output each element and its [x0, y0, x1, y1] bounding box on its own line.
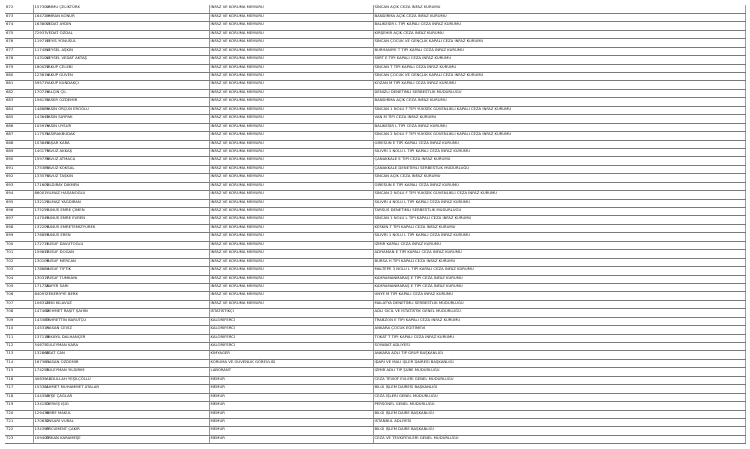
full-name-cell: YAŞAR KARA — [45, 140, 209, 148]
job-title-cell: İNFAZ VE KORUMA MEMURU — [209, 267, 373, 275]
full-name-cell: FAHRETTİN BARUTÇU — [45, 317, 209, 325]
full-name-cell: ENSARİ VURAL — [45, 418, 209, 426]
job-title-cell: İNFAZ VE KORUMA MEMURU — [209, 5, 373, 13]
full-name-cell: VEDAT ÖZDAL — [45, 30, 209, 38]
sicil-number-cell: 130317 — [33, 275, 45, 283]
job-title-cell: MEMUR — [209, 435, 373, 443]
sicil-number-cell: 147049 — [33, 216, 45, 224]
row-number-cell: 704 — [5, 275, 33, 283]
job-title-cell: İNFAZ VE KORUMA MEMURU — [209, 39, 373, 47]
full-name-cell: HASAN ÖZDEMİR — [45, 359, 209, 367]
full-name-cell: YASİN SAYPAK — [45, 115, 209, 123]
sicil-number-cell: 170716 — [33, 89, 45, 97]
personnel-table — [5, 5, 746, 444]
full-name-cell: YAKUP KUNDAKÇI — [45, 81, 209, 89]
job-title-cell: İNFAZ VE KORUMA MEMURU — [209, 165, 373, 173]
row-number-cell: 685 — [5, 115, 33, 123]
unit-cell: BALIKESİR L TİPİ CEZA İNFAZ KURUMU — [373, 123, 745, 131]
row-number-cell: 682 — [5, 89, 33, 97]
job-title-cell: İNFAZ VE KORUMA MEMURU — [209, 140, 373, 148]
sicil-number-cell: 103846 — [33, 140, 45, 148]
unit-cell: İZMİR ADLİ TIP ŞUBE MÜDÜRLÜĞÜ — [373, 368, 745, 376]
row-number-cell: 687 — [5, 132, 33, 140]
table-row — [5, 368, 745, 376]
job-title-cell: İNFAZ VE KORUMA MEMURU — [209, 208, 373, 216]
full-name-cell: ABDULLAH YEŞİLÇÖLLÜ — [45, 376, 209, 384]
full-name-cell: VEYİS YONUSUL — [45, 39, 209, 47]
sicil-number-cell: 123614 — [33, 73, 45, 81]
full-name-cell: EMRE MAKUL — [45, 410, 209, 418]
full-name-cell: YUSUF DOĞAN — [45, 250, 209, 258]
unit-cell: MALATYA DENETİMLİ SERBESTLİK MÜDÜRLÜĞÜ — [373, 300, 745, 308]
sicil-number-cell: 109403 — [33, 435, 45, 443]
row-number-cell: 677 — [5, 47, 33, 55]
full-name-cell: SÜLEYMAN KARA — [45, 343, 209, 351]
job-title-cell: KALORİFERCİ — [209, 334, 373, 342]
sicil-number-cell: 137115 — [33, 334, 45, 342]
sicil-number-cell: 143387 — [33, 317, 45, 325]
row-number-cell: 678 — [5, 56, 33, 64]
unit-cell: KAHRAMANMARAŞ E TİPİ CEZA İNFAZ KURUMU — [373, 283, 745, 291]
unit-cell: ÇANAKKALE DENETİMLİ SERBESTLİK MÜDÜRLÜĞÜ — [373, 165, 745, 173]
sicil-number-cell: 143642 — [33, 115, 45, 123]
table-row — [5, 435, 745, 443]
sicil-number-cell: 117450 — [33, 47, 45, 55]
sicil-number-cell: 175380 — [33, 165, 45, 173]
sicil-number-cell: 132206 — [33, 224, 45, 232]
full-name-cell: DERVİŞ IŞIĞ — [45, 402, 209, 410]
full-name-cell: YUSUF TİFTİK — [45, 267, 209, 275]
unit-cell: GİRESUN E TİPİ KAPALI CEZA İNFAZ KURUMU — [373, 140, 745, 148]
sicil-number-cell: 132868 — [33, 351, 45, 359]
unit-cell: BALIKESİR L TİPİ KAPALI CEZA İNFAZ KURUMU — [373, 22, 745, 30]
sicil-number-cell: 170632 — [33, 418, 45, 426]
row-number-cell: 722 — [5, 427, 33, 435]
personnel-list-sheet — [5, 5, 745, 444]
row-number-cell: 680 — [5, 73, 33, 81]
row-number-cell: 684 — [5, 106, 33, 114]
full-name-cell: AHMET MUHAMMET ATALAR — [45, 385, 209, 393]
unit-cell: SİNCAN AÇIK CEZA İNFAZ KURUMU — [373, 174, 745, 182]
table-row — [5, 174, 745, 182]
table-row — [5, 250, 745, 258]
job-title-cell: KALORİFERCİ — [209, 317, 373, 325]
table-row — [5, 402, 745, 410]
sicil-number-cell: 40639 — [33, 376, 45, 384]
job-title-cell: MEMUR — [209, 427, 373, 435]
table-row — [5, 267, 745, 275]
row-number-cell: 712 — [5, 343, 33, 351]
unit-cell: KIRŞEHİR AÇIK CEZA İNFAZ KURUMU — [373, 30, 745, 38]
unit-cell: TOKAT T TİPİ KAPALI CEZA İNFAZ KURUMU — [373, 334, 745, 342]
unit-cell: İDARİ VE MALİ İŞLER DAİRESİ BAŞKANLIĞI — [373, 359, 745, 367]
row-number-cell: 723 — [5, 435, 33, 443]
full-name-cell: YUSUF MERCAN — [45, 258, 209, 266]
row-number-cell: 719 — [5, 402, 33, 410]
sicil-number-cell: 156130 — [33, 98, 45, 106]
unit-cell: PERSONEL GENEL MÜDÜRLÜĞÜ — [373, 402, 745, 410]
row-number-cell: 679 — [5, 64, 33, 72]
full-name-cell: YUSUF DAVUTOĞLU — [45, 241, 209, 249]
unit-cell: SİLİVRİ 1 NOLU L TİPİ KAPALI CEZA İNFAZ KURUMU — [373, 148, 745, 156]
unit-cell: ANKARA ADLİ TIP GRUP BAŞKANLIĞI — [373, 351, 745, 359]
job-title-cell: İNFAZ VE KORUMA MEMURU — [209, 115, 373, 123]
sicil-number-cell: 172711 — [33, 241, 45, 249]
unit-cell: BURHANİYE T TİPİ KAPALI CEZA İNFAZ KURUMU — [373, 47, 745, 55]
job-title-cell: İNFAZ VE KORUMA MEMURU — [209, 123, 373, 131]
unit-cell: VAN M TİPİ CEZA İNFAZ KURUMU — [373, 115, 745, 123]
sicil-number-cell: 164729 — [33, 13, 45, 21]
job-title-cell: İNFAZ VE KORUMA MEMURU — [209, 132, 373, 140]
unit-cell: CEZA VE TEVKİFEVLERİ GENEL MÜDÜRLÜĞÜ — [373, 435, 745, 443]
table-row — [5, 191, 745, 199]
row-number-cell: 697 — [5, 216, 33, 224]
sicil-number-cell: 132120 — [33, 199, 45, 207]
full-name-cell: MEHMET RAŞİT ŞAHİN — [45, 309, 209, 317]
sicil-number-cell: 59571 — [33, 81, 45, 89]
row-number-cell: 708 — [5, 309, 33, 317]
row-number-cell: 690 — [5, 157, 33, 165]
full-name-cell: AYŞE ÇAĞLAR — [45, 393, 209, 401]
row-number-cell: 721 — [5, 418, 33, 426]
table-row — [5, 132, 745, 140]
unit-cell: SİNCAN 2 NOLU F TİPİ YÜKSEK GÜVENLİKLİ KAPALI CEZA İNFAZ KURUMU — [373, 132, 745, 140]
sicil-number-cell: 84097 — [33, 292, 45, 300]
unit-cell: SİİRT E TİPİ KAPALI CEZA İNFAZ KURUMU — [373, 56, 745, 64]
full-name-cell: YAKUP GÜVEN — [45, 73, 209, 81]
job-title-cell: İNFAZ VE KORUMA MEMURU — [209, 275, 373, 283]
unit-cell: CEZA İŞLERİ GENEL MÜDÜRLÜĞÜ — [373, 393, 745, 401]
unit-cell: CEZA TEVKİF EVLERİ GENEL MÜDÜRLÜĞÜ — [373, 376, 745, 384]
sicil-number-cell: 171602 — [33, 182, 45, 190]
full-name-cell: YILDIRAY DİKMEN — [45, 182, 209, 190]
full-name-cell: YUSUF TUMKAYA — [45, 275, 209, 283]
unit-cell: ÜNYE M TİPİ KAPALI CEZA İNFAZ KURUMU — [373, 292, 745, 300]
full-name-cell: VEDAT AYDIN — [45, 22, 209, 30]
sicil-number-cell: 86001 — [33, 191, 45, 199]
full-name-cell: VEYSEL AŞKIN — [45, 47, 209, 55]
row-number-cell: 683 — [5, 98, 33, 106]
full-name-cell: YASİN ORÇUN EROĞLU — [45, 106, 209, 114]
full-name-cell: YUNUS EREN — [45, 233, 209, 241]
personnel-table-body — [5, 5, 745, 444]
unit-cell: SİLİVRİ 4 NOLU L TİPİ KAPALI CEZA İNFAZ KURUMU — [373, 199, 745, 207]
sicil-number-cell: 119715 — [33, 39, 45, 47]
full-name-cell: YAVUZ AKKAŞ — [45, 148, 209, 156]
unit-cell: TRABZON E TİPİ KAPALI CEZA İNFAZ KURUMU — [373, 317, 745, 325]
unit-cell: SİNCAN 1 NOLU F TİPİ YÜKSEK GÜVENLİKLİ KAPALI CEZA İNFAZ KURUMU — [373, 106, 745, 114]
unit-cell: MALTEPE 3 NOLU L TİPİ KAPALI CEZA İNFAZ KURUMU — [373, 267, 745, 275]
sicil-number-cell: 144353 — [33, 393, 45, 401]
full-name-cell: YUNUS EMRE EVREN — [45, 216, 209, 224]
job-title-cell: İSTATİSTİKÇİ — [209, 309, 373, 317]
job-title-cell: İNFAZ VE KORUMA MEMURU — [209, 13, 373, 21]
sicil-number-cell: 174255 — [33, 368, 45, 376]
job-title-cell: İNFAZ VE KORUMA MEMURU — [209, 216, 373, 224]
sicil-number-cell: 54675 — [33, 343, 45, 351]
full-name-cell: ERCÜMENT ÇAKIR — [45, 427, 209, 435]
sicil-number-cell: 180027 — [33, 64, 45, 72]
full-name-cell: YAVUZ TAŞKIN — [45, 174, 209, 182]
row-number-cell: 688 — [5, 140, 33, 148]
row-number-cell: 701 — [5, 250, 33, 258]
job-title-cell: İNFAZ VE KORUMA MEMURU — [209, 47, 373, 55]
row-number-cell: 706 — [5, 292, 33, 300]
full-name-cell: YASİN UYSUR — [45, 123, 209, 131]
row-number-cell: 692 — [5, 174, 33, 182]
unit-cell: BANDIRMA AÇIK CEZA İNFAZ KURUMU — [373, 98, 745, 106]
row-number-cell: 710 — [5, 326, 33, 334]
unit-cell: SİNCAN 2 NOLU F TİPİ YÜKSEK GÜVENLİKLİ CEZA İNFAZ KURUMU — [373, 191, 745, 199]
row-number-cell: 686 — [5, 123, 33, 131]
full-name-cell: HASAN CEVİZ — [45, 326, 209, 334]
full-name-cell: YALÇIN ÇİL — [45, 89, 209, 97]
job-title-cell: İNFAZ VE KORUMA MEMURU — [209, 56, 373, 64]
sicil-number-cell: 175250 — [33, 208, 45, 216]
full-name-cell: ZAFER SARI — [45, 283, 209, 291]
job-title-cell: İNFAZ VE KORUMA MEMURU — [209, 64, 373, 72]
table-row — [5, 385, 745, 393]
sicil-number-cell: 117531 — [33, 132, 45, 140]
sicil-number-cell: 163803 — [33, 22, 45, 30]
full-name-cell: ZEKERİYYE BERK — [45, 292, 209, 300]
full-name-cell: YUNUS EMRETEMİZYÜREK — [45, 224, 209, 232]
sicil-number-cell: 167363 — [33, 359, 45, 367]
sicil-number-cell: 145315 — [33, 326, 45, 334]
unit-cell: BURSA H TİPİ KAPALI CEZA İNFAZ KURUMU — [373, 258, 745, 266]
unit-cell: KAHRAMANMARAŞ E TİPİ CEZA İNFAZ KURUMU — [373, 275, 745, 283]
table-row — [5, 115, 745, 123]
full-name-cell: VEYSEL VEDAT AKTAŞ — [45, 56, 209, 64]
unit-cell: SİNCAN T TİPİ KAPALI CEZA İNFAZ KURUMU — [373, 64, 745, 72]
job-title-cell: MEMUR — [209, 385, 373, 393]
full-name-cell: MİKAYİL DALHANÇER — [45, 334, 209, 342]
row-number-cell: 711 — [5, 334, 33, 342]
unit-cell: ADLİ SİCİL VE İSTATİSTİK GENEL MÜDÜRLÜĞÜ — [373, 309, 745, 317]
sicil-number-cell: 130108 — [33, 258, 45, 266]
job-title-cell: İNFAZ VE KORUMA MEMURU — [209, 258, 373, 266]
job-title-cell: İNFAZ VE KORUMA MEMURU — [209, 81, 373, 89]
row-number-cell: 696 — [5, 208, 33, 216]
unit-cell: BANDIRMA AÇIK CEZA İNFAZ KURUMU — [373, 13, 745, 21]
row-number-cell: 675 — [5, 30, 33, 38]
unit-cell: BİLGİ İŞLEM DAİRE BAŞKANLIĞI — [373, 427, 745, 435]
job-title-cell: MEMUR — [209, 393, 373, 401]
sicil-number-cell: 72937 — [33, 30, 45, 38]
row-number-cell: 709 — [5, 317, 33, 325]
unit-cell: KESKİN T TİPİ KAPALI CEZA İNFAZ KURUMU — [373, 224, 745, 232]
row-number-cell: 713 — [5, 351, 33, 359]
job-title-cell: İNFAZ VE KORUMA MEMURU — [209, 292, 373, 300]
job-title-cell: İNFAZ VE KORUMA MEMURU — [209, 106, 373, 114]
sicil-number-cell: 143100 — [33, 56, 45, 64]
sicil-number-cell: 157300 — [33, 5, 45, 13]
full-name-cell: YILMAZ HASANOĞLU — [45, 191, 209, 199]
unit-cell: BİLGİ İŞLEM DAİRE BAŞKANLIĞI — [373, 410, 745, 418]
sicil-number-cell: 147462 — [33, 309, 45, 317]
full-name-cell: YAKUP ÇELEBİ — [45, 64, 209, 72]
row-number-cell: 681 — [5, 81, 33, 89]
table-row — [5, 326, 745, 334]
unit-cell: KOZAN M TİPİ KAPALI CEZA İNFAZ KURUMU — [373, 81, 745, 89]
row-number-cell: 717 — [5, 385, 33, 393]
full-name-cell: UMMU ÇELİKTÜRK — [45, 5, 209, 13]
sicil-number-cell: 105919 — [33, 123, 45, 131]
job-title-cell: İNFAZ VE KORUMA MEMURU — [209, 73, 373, 81]
unit-cell: DENİZLİ DENETİMLİ SERBESTLİK MÜDÜRLÜĞÜ — [373, 89, 745, 97]
table-row — [5, 309, 745, 317]
job-title-cell: KORUMA VE GÜVENLİK GÖREVLİSİ — [209, 359, 373, 367]
row-number-cell: 695 — [5, 199, 33, 207]
unit-cell: SİLİVRİ 1 NOLU L TİPİ KAPALI CEZA İNFAZ KURUMU — [373, 233, 745, 241]
row-number-cell: 718 — [5, 393, 33, 401]
job-title-cell: İNFAZ VE KORUMA MEMURU — [209, 148, 373, 156]
row-number-cell: 699 — [5, 233, 33, 241]
unit-cell: İZMİR KAPALI CEZA İNFAZ KURUMU — [373, 241, 745, 249]
row-number-cell: 694 — [5, 191, 33, 199]
job-title-cell: MEMUR — [209, 376, 373, 384]
unit-cell: GİRESUN E TİPİ KAPALI CEZA İNFAZ KURUMU — [373, 182, 745, 190]
full-name-cell: ESAT CAN — [45, 351, 209, 359]
unit-cell: SİNCAN 1 NOLU L TİPİ KAPALI CEZA İNFAZ KURUMU — [373, 216, 745, 224]
sicil-number-cell: 171738 — [33, 283, 45, 291]
full-name-cell: YASER ÖZDEMİR — [45, 98, 209, 106]
sicil-number-cell: 178884 — [33, 267, 45, 275]
row-number-cell: 715 — [5, 368, 33, 376]
sicil-number-cell: 176859 — [33, 233, 45, 241]
sicil-number-cell: 129436 — [33, 410, 45, 418]
full-name-cell: YUNUS EMRE ÇİMEN — [45, 208, 209, 216]
row-number-cell: 716 — [5, 376, 33, 384]
job-title-cell: MEMUR — [209, 402, 373, 410]
job-title-cell: İNFAZ VE KORUMA MEMURU — [209, 182, 373, 190]
full-name-cell: YAVUZ ATMACA — [45, 157, 209, 165]
sicil-number-cell: 159842 — [33, 250, 45, 258]
job-title-cell: İNFAZ VE KORUMA MEMURU — [209, 300, 373, 308]
unit-cell: SİNCAN AÇIK CEZA İNFAZ KURUMU — [373, 5, 745, 13]
job-title-cell: İNFAZ VE KORUMA MEMURU — [209, 22, 373, 30]
full-name-cell: ERKAN KARAMEŞE — [45, 435, 209, 443]
job-title-cell: İNFAZ VE KORUMA MEMURU — [209, 199, 373, 207]
sicil-number-cell: 140175 — [33, 148, 45, 156]
row-number-cell: 689 — [5, 148, 33, 156]
unit-cell: SİNCAN ÇOCUK VE GENÇLİK KAPALI CEZA İNFAZ KURUMU — [373, 73, 745, 81]
job-title-cell: KALORİFERCİ — [209, 326, 373, 334]
full-name-cell: ZEKİ KILAVUZ — [45, 300, 209, 308]
row-number-cell: 676 — [5, 39, 33, 47]
job-title-cell: MEMUR — [209, 418, 373, 426]
job-title-cell: MEMUR — [209, 410, 373, 418]
sicil-number-cell: 159738 — [33, 157, 45, 165]
sicil-number-cell: 148889 — [33, 106, 45, 114]
row-number-cell: 714 — [5, 359, 33, 367]
job-title-cell: İNFAZ VE KORUMA MEMURU — [209, 224, 373, 232]
row-number-cell: 707 — [5, 300, 33, 308]
row-number-cell: 693 — [5, 182, 33, 190]
table-row — [5, 98, 745, 106]
table-row — [5, 39, 745, 47]
unit-cell: İSTANBUL ADLİYESİ — [373, 418, 745, 426]
unit-cell: ANKARA ÇOCUK EĞİTİMEVİ — [373, 326, 745, 334]
unit-cell: BİLGİ İŞLEM DAİRESİ BAŞKANLIĞI — [373, 385, 745, 393]
row-number-cell: 698 — [5, 224, 33, 232]
unit-cell: SOYABAT ADLİYESİ — [373, 343, 745, 351]
table-row — [5, 233, 745, 241]
row-number-cell: 691 — [5, 165, 33, 173]
table-row — [5, 56, 745, 64]
row-number-cell: 702 — [5, 258, 33, 266]
row-number-cell: 674 — [5, 22, 33, 30]
job-title-cell: İNFAZ VE KORUMA MEMURU — [209, 283, 373, 291]
unit-cell: TARSUS DENETİMLİ SERBESTLİK MÜDÜRLÜĞÜ — [373, 208, 745, 216]
full-name-cell: YASİRAKBUDAK — [45, 132, 209, 140]
job-title-cell: İNFAZ VE KORUMA MEMURU — [209, 174, 373, 182]
job-title-cell: İNFAZ VE KORUMA MEMURU — [209, 241, 373, 249]
job-title-cell: İNFAZ VE KORUMA MEMURU — [209, 157, 373, 165]
full-name-cell: SÜLEYMAN YILDIRIM — [45, 368, 209, 376]
row-number-cell: 673 — [5, 13, 33, 21]
job-title-cell: İNFAZ VE KORUMA MEMURU — [209, 250, 373, 258]
sicil-number-cell: 134153 — [33, 402, 45, 410]
job-title-cell: KALORİFERCİ — [209, 343, 373, 351]
sicil-number-cell: 106310 — [33, 300, 45, 308]
job-title-cell: İNFAZ VE KORUMA MEMURU — [209, 89, 373, 97]
job-title-cell: LABORANT — [209, 368, 373, 376]
unit-cell: ADIYAMAN E TİPİ KAPALI CEZA İNFAZ KURUMU — [373, 250, 745, 258]
sicil-number-cell: 133570 — [33, 174, 45, 182]
full-name-cell: UMRAN KONUR — [45, 13, 209, 21]
unit-cell: ÇANAKKALE E TİPİ CEZA İNFAZ KURUMU — [373, 157, 745, 165]
row-number-cell: 720 — [5, 410, 33, 418]
full-name-cell: YILMAZ YAĞDIRAN — [45, 199, 209, 207]
row-number-cell: 703 — [5, 267, 33, 275]
job-title-cell: İNFAZ VE KORUMA MEMURU — [209, 98, 373, 106]
job-title-cell: İNFAZ VE KORUMA MEMURU — [209, 191, 373, 199]
row-number-cell: 672 — [5, 5, 33, 13]
job-title-cell: İNFAZ VE KORUMA MEMURU — [209, 30, 373, 38]
row-number-cell: 705 — [5, 283, 33, 291]
sicil-number-cell: 153381 — [33, 385, 45, 393]
job-title-cell: İNFAZ VE KORUMA MEMURU — [209, 233, 373, 241]
sicil-number-cell: 134399 — [33, 427, 45, 435]
full-name-cell: YAVUZ KOKSAL — [45, 165, 209, 173]
job-title-cell: KİMYAGER — [209, 351, 373, 359]
row-number-cell: 700 — [5, 241, 33, 249]
unit-cell: SİNCAN ÇOCUK VE GENÇLİK KAPALI CEZA İNFAZ KURUMU — [373, 39, 745, 47]
